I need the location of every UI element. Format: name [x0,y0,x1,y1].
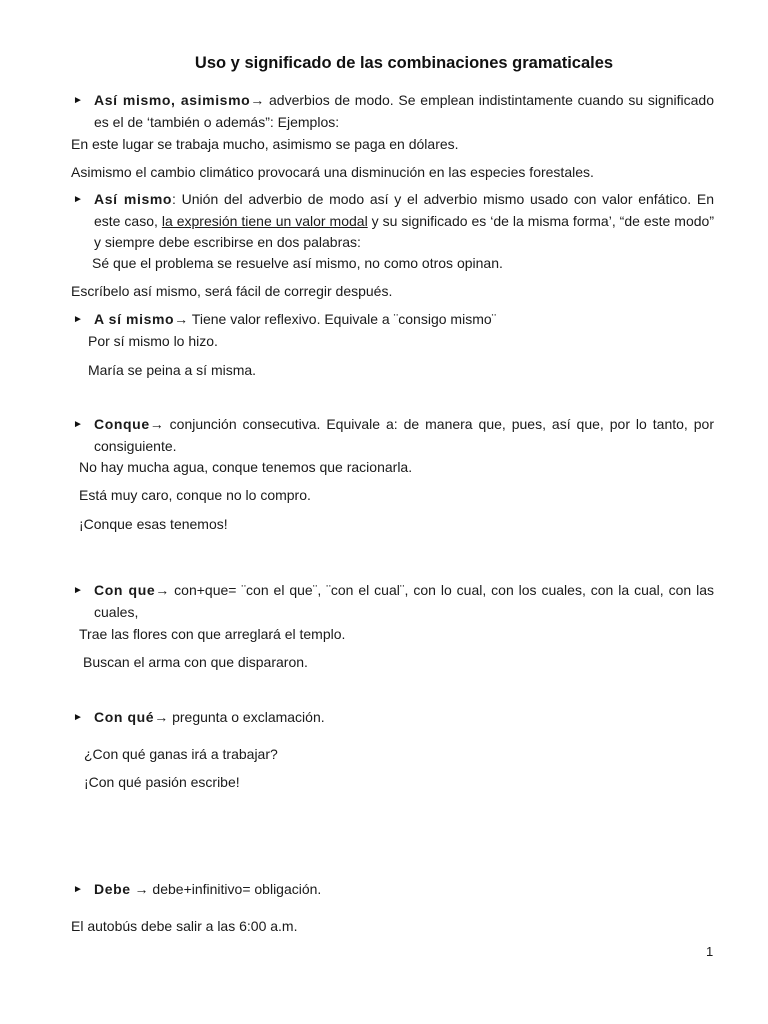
page-number: 1 [706,944,714,959]
example-line: No hay mucha agua, conque tenemos que racionarla. [79,459,413,475]
definition: y su significado es ‘de la misma forma’, “de este modo” y siempre debe escribirse en dos palabras: [94,212,714,250]
bullet-marker-icon: ► [73,419,83,430]
term: Así mismo, asimismo [94,92,251,108]
example-line: En este lugar se trabaja mucho, asimismo se paga en dólares. [71,136,459,152]
bullet-marker-icon: ► [73,585,83,596]
definition: conjunción consecutiva. Equivale a: de manera que, pues, así que, por lo tanto, por consiguiente. [94,416,714,454]
bullet-con-que-accent [73,707,714,729]
bullet-content [94,189,714,254]
definition: con+que= ¨con el que¨, ¨con el cual¨, con lo cual, con los cuales, con la cual, con las cuales, [94,582,714,620]
bullet-content [94,879,714,901]
arrow-icon: → [149,416,164,432]
bullet-a-si-mismo [73,309,714,331]
term: Así mismo [94,191,173,207]
bullet-content [94,90,714,133]
definition: adverbios de modo. Se emplean indistintamente cuando su significado es el de ‘también o además”: Ejemplos: [94,92,714,130]
arrow-icon: → [250,92,265,108]
definition: pregunta o exclamación. [168,709,325,725]
definition: : Unión del adverbio de modo así y el adverbio mismo usado con valor enfático. En este caso, [94,191,714,229]
term: Debe [94,881,131,897]
bullet-asi-mismo-asimismo [73,90,714,133]
bullet-con-que [73,580,714,623]
bullet-marker-icon: ► [73,95,83,106]
arrow-icon: → [174,311,189,327]
example-line: ¿Con qué ganas irá a trabajar? [84,746,278,762]
bullet-asi-mismo [73,189,714,254]
arrow-icon: → [154,709,169,725]
arrow-icon: → [134,881,149,897]
bullet-content [94,309,714,331]
bullet-content [94,707,714,729]
arrow-icon: → [155,582,170,598]
example-line: Buscan el arma con que dispararon. [83,654,308,670]
definition-underlined: la expresión tiene un valor modal [161,212,368,229]
example-line: ¡Con qué pasión escribe! [84,774,240,790]
bullet-marker-icon: ► [73,194,83,205]
example-line: María se peina a sí misma. [88,362,257,378]
definition: Tiene valor reflexivo. Equivale a ¨consigo mismo¨ [188,311,497,327]
example-line: Sé que el problema se resuelve así mismo, no como otros opinan. [92,255,503,271]
bullet-marker-icon: ► [73,314,83,325]
bullet-debe [73,879,714,901]
definition: debe+infinitivo= obligación. [148,881,322,897]
example-line: Por sí mismo lo hizo. [88,333,218,349]
bullet-marker-icon: ► [73,712,83,723]
bullet-marker-icon: ► [73,884,83,895]
example-line: El autobús debe salir a las 6:00 a.m. [71,918,298,934]
term: Con que [94,582,156,598]
bullet-content [94,580,714,623]
term: Con qué [94,709,155,725]
page-title: Uso y significado de las combinaciones gramaticales [194,54,614,72]
bullet-conque [73,414,714,457]
example-line: Está muy caro, conque no lo compro. [79,487,311,503]
example-line: Asimismo el cambio climático provocará una disminución en las especies forestales. [71,164,594,180]
bullet-content [94,414,714,457]
term: A sí mismo [94,311,175,327]
example-line: ¡Conque esas tenemos! [79,516,228,532]
example-line: Escríbelo así mismo, será fácil de corregir después. [71,283,393,299]
example-line: Trae las flores con que arreglará el templo. [79,626,346,642]
term: Conque [94,416,150,432]
